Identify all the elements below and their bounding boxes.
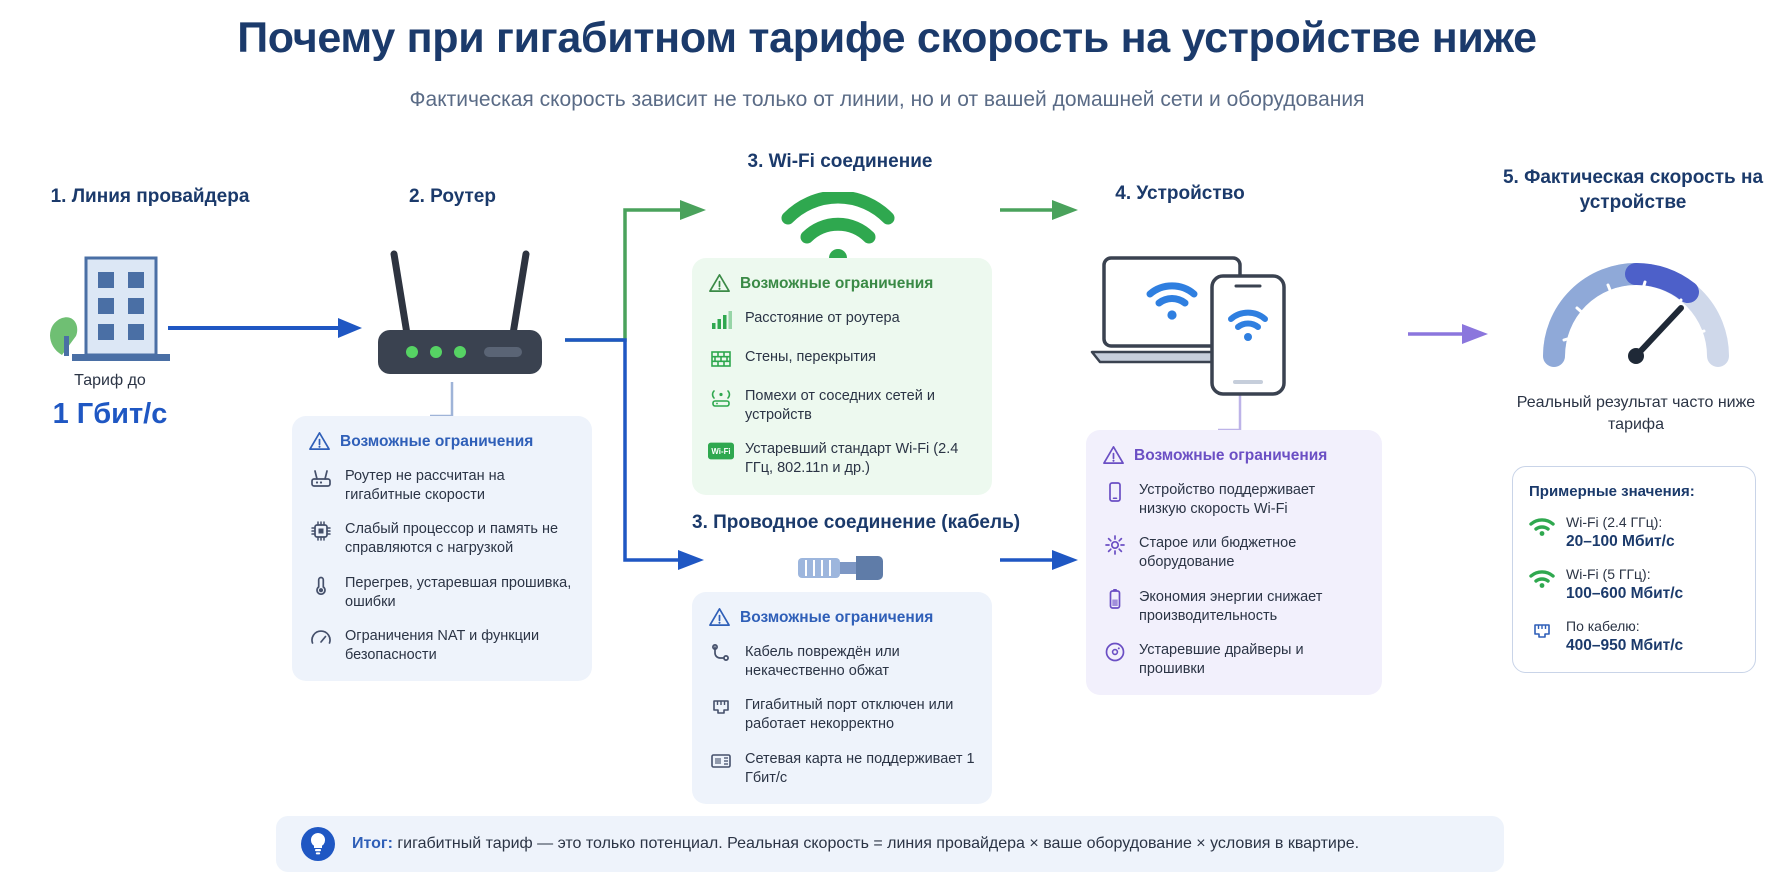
tariff-label: Тариф до: [74, 372, 146, 389]
card-wifi-limitations: [692, 258, 992, 495]
value-row-body: [1566, 514, 1675, 552]
list-item-text: Ограничения NAT и функции безопасности: [345, 627, 540, 663]
lightbulb-icon: [298, 824, 338, 864]
list-item-text: Устаревший стандарт Wi-Fi (2.4 ГГц, 802.11n и др.): [745, 441, 959, 477]
list-item: [708, 748, 976, 788]
value-row: [1529, 618, 1739, 656]
wifi-icon: [1529, 514, 1555, 540]
list-item-text: Помехи от соседних сетей и устройств: [745, 388, 935, 424]
smartphone-icon: [1102, 479, 1128, 505]
values-box-title: Примерные значения:: [1529, 483, 1695, 500]
router-icon: [308, 465, 334, 491]
list-item: [1102, 586, 1366, 626]
card-cable-limitations: [692, 592, 992, 804]
ethernet-port-icon: [1529, 618, 1555, 644]
stage-label-device: 4. Устройство: [1115, 183, 1245, 204]
card-wifi-header: [708, 272, 976, 295]
value-amount: 20–100 Мбит/с: [1566, 533, 1675, 550]
value-row-body: [1566, 618, 1683, 656]
stage-label-cable: 3. Проводное соединение (кабель): [692, 512, 1021, 533]
list-item-text: Экономия энергии снижает производительность: [1139, 588, 1323, 624]
list-item-text: Устаревшие драйверы и прошивки: [1139, 641, 1304, 677]
value-amount: 100–600 Мбит/с: [1566, 585, 1684, 603]
value-label: По кабелю:: [1566, 618, 1640, 635]
approximate-values-box: [1512, 466, 1756, 673]
card-router-title: Возможные ограничения: [340, 432, 534, 450]
card-router-limitations: [292, 416, 592, 681]
value-label: Wi-Fi (2.4 ГГц):: [1566, 514, 1663, 530]
actual-result-text: Реальный результат часто ниже тарифа: [1516, 394, 1756, 433]
chip-icon: [308, 518, 334, 544]
svg-text:Wi-Fi: Wi-Fi: [711, 447, 731, 457]
list-item: [708, 438, 976, 478]
card-cable-header: [708, 606, 976, 629]
gauge-icon: [308, 625, 334, 651]
card-device-title: Возможные ограничения: [1134, 446, 1328, 464]
network-card-icon: [708, 748, 734, 774]
list-item: [308, 518, 576, 558]
card-router-header: [308, 430, 576, 453]
gear-icon: [1102, 532, 1128, 558]
list-item: [1102, 639, 1366, 679]
warning-icon: [708, 272, 731, 295]
warning-icon: [708, 606, 731, 629]
list-item: [1102, 532, 1366, 572]
list-item-text: Гигабитный порт отключен или работает некорректно: [745, 697, 954, 733]
list-item-text: Перегрев, устаревшая прошивка, ошибки: [345, 574, 572, 610]
list-item: [708, 307, 976, 333]
list-item-text: Роутер не рассчитан на гигабитные скорости: [345, 468, 505, 504]
list-item: [708, 694, 976, 734]
list-item-text: Стены, перекрытия: [745, 349, 876, 365]
wifi-badge-icon: [708, 438, 734, 464]
value-label: Wi-Fi (5 ГГц):: [1566, 566, 1651, 583]
list-item: [308, 625, 576, 665]
card-wifi-title: Возможные ограничения: [740, 274, 934, 292]
summary-banner: [276, 816, 1504, 872]
value-row-body: [1566, 566, 1683, 604]
value-row: [1529, 514, 1739, 552]
summary-bold: Итог:: [352, 835, 393, 852]
list-item-text: Слабый процессор и память не справляются с нагрузкой: [345, 521, 559, 557]
list-item: [708, 346, 976, 372]
stage-label-wifi: 3. Wi-Fi соединение: [747, 151, 933, 172]
disc-icon: [1102, 639, 1128, 665]
list-item-text: Сетевая карта не поддерживает 1 Гбит/с: [745, 750, 975, 786]
card-cable-title: Возможные ограничения: [740, 608, 934, 626]
list-item: [308, 465, 576, 505]
router-device-icon: [360, 248, 560, 378]
list-item: [708, 385, 976, 425]
list-item: [708, 641, 976, 681]
interference-icon: [708, 385, 734, 411]
warning-icon: [1102, 444, 1125, 467]
wall-icon: [708, 346, 734, 372]
card-device-limitations: [1086, 430, 1382, 695]
battery-icon: [1102, 586, 1128, 612]
stage-label-provider: 1. Линия провайдера: [50, 186, 250, 207]
wifi-icon: [1529, 566, 1555, 592]
tariff-value: 1 Гбит/с: [52, 398, 168, 430]
cable-connector-icon: [790, 546, 900, 590]
speedometer-gauge-icon: [1538, 246, 1734, 381]
summary-text-wrap: [352, 835, 1359, 853]
ethernet-port-icon: [708, 694, 734, 720]
thermometer-icon: [308, 572, 334, 598]
page-subtitle: Фактическая скорость зависит не только от линии, но и от вашей домашней сети и оборудования: [409, 88, 1365, 111]
page-title: Почему при гигабитном тарифе скорость на устройстве ниже: [237, 14, 1537, 62]
cable-bend-icon: [708, 641, 734, 667]
warning-icon: [308, 430, 331, 453]
stage-label-actual: 5. Фактическая скорость на устройстве: [1502, 167, 1764, 213]
list-item: [1102, 479, 1366, 519]
summary-text: гигабитный тариф — это только потенциал. Реальная скорость = линия провайдера × ваше оборудование × условия в квартире.: [392, 835, 1360, 852]
device-icons: [1090, 248, 1330, 396]
signal-bars-icon: [708, 307, 734, 333]
list-item: [308, 572, 576, 612]
stage-label-router: 2. Роутер: [409, 186, 496, 207]
value-row: [1529, 566, 1739, 604]
list-item-text: Кабель повреждён или некачественно обжат: [745, 644, 900, 680]
list-item-text: Старое или бюджетное оборудование: [1139, 535, 1297, 571]
card-device-header: [1102, 444, 1366, 467]
list-item-text: Устройство поддерживает низкую скорость Wi-Fi: [1139, 482, 1316, 518]
building-icon: [38, 250, 183, 365]
list-item-text: Расстояние от роутера: [745, 310, 900, 326]
value-amount: 400–950 Мбит/с: [1566, 637, 1684, 655]
